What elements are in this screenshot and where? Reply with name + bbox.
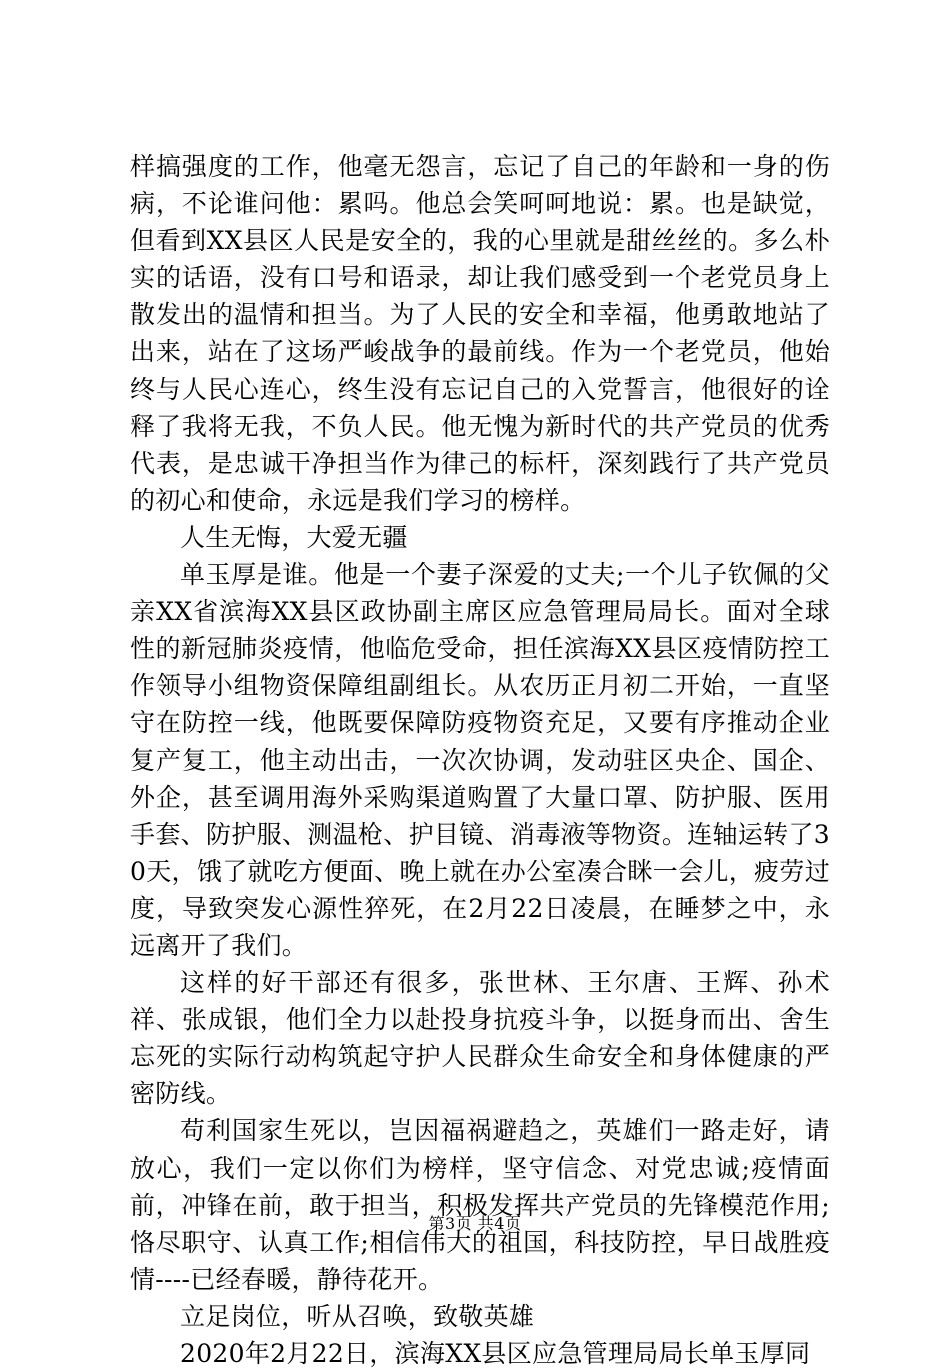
- paragraph: 苟利国家生死以，岂因福祸避趋之，英雄们一路走好，请放心，我们一定以你们为榜样，坚守信念、对党忠诚;疫情面前，冲锋在前，敢于担当，积极发挥共产党员的先锋模范作用;恪尽职守、认真工作;相信伟大的祖国，科技防控，早日战胜疫情----已经春暖，静待花开。: [130, 1116, 830, 1294]
- document-body: [130, 148, 830, 1372]
- paragraph: 这样的好干部还有很多，张世林、王尔唐、王辉、孙术祥、张成银，他们全力以赴投身抗疫斗争，以挺身而出、舍生忘死的实际行动构筑起守护人民群众生命安全和身体健康的严密防线。: [130, 968, 830, 1109]
- paragraph: 样搞强度的工作，他毫无怨言，忘记了自己的年龄和一身的伤病，不论谁问他：累吗。他总会笑呵呵地说：累。也是缺觉，但看到XX县区人民是安全的，我的心里就是甜丝丝的。多么朴实的话语，没有口号和语录，却让我们感受到一个老党员身上散发出的温情和担当。为了人民的安全和幸福，他勇敢地站了出来，站在了这场严峻战争的最前线。作为一个老党员，他始终与人民心连心，终生没有忘记自己的入党誓言，他很好的诠释了我将无我，不负人民。他无愧为新时代的共产党员的优秀代表，是忠诚干净担当作为律己的标杆，深刻践行了共产党员的初心和使命，永远是我们学习的榜样。: [130, 152, 830, 515]
- paragraph: 2020年2月22日，滨海XX县区应急管理局局长单玉厚同: [180, 1339, 811, 1368]
- page-number-footer: 第3页 共4页: [428, 1214, 522, 1233]
- paragraph: 单玉厚是谁。他是一个妻子深爱的丈夫;一个儿子钦佩的父亲XX省滨海XX县区政协副主席区应急管理局局长。面对全球性的新冠肺炎疫情，他临危受命，担任滨海XX县区疫情防控工作领导小组物资保障组副组长。从农历正月初二开始，一直坚守在防控一线，他既要保障防疫物资充足，又要有序推动企业复产复工，他主动出击，一次次协调，发动驻区央企、国企、外企，甚至调用海外采购渠道购置了大量口罩、防护服、医用手套、防护服、测温枪、护目镜、消毒液等物资。连轴运转了30天，饿了就吃方便面、晚上就在办公室凑合眯一会儿，疲劳过度，导致突发心源性猝死，在2月22日凌晨，在睡梦之中，永远离开了我们。: [130, 560, 830, 960]
- section-heading: 人生无悔，大爱无疆: [180, 522, 408, 552]
- section-heading: 立足岗位，听从召唤，致敬英雄: [180, 1301, 535, 1331]
